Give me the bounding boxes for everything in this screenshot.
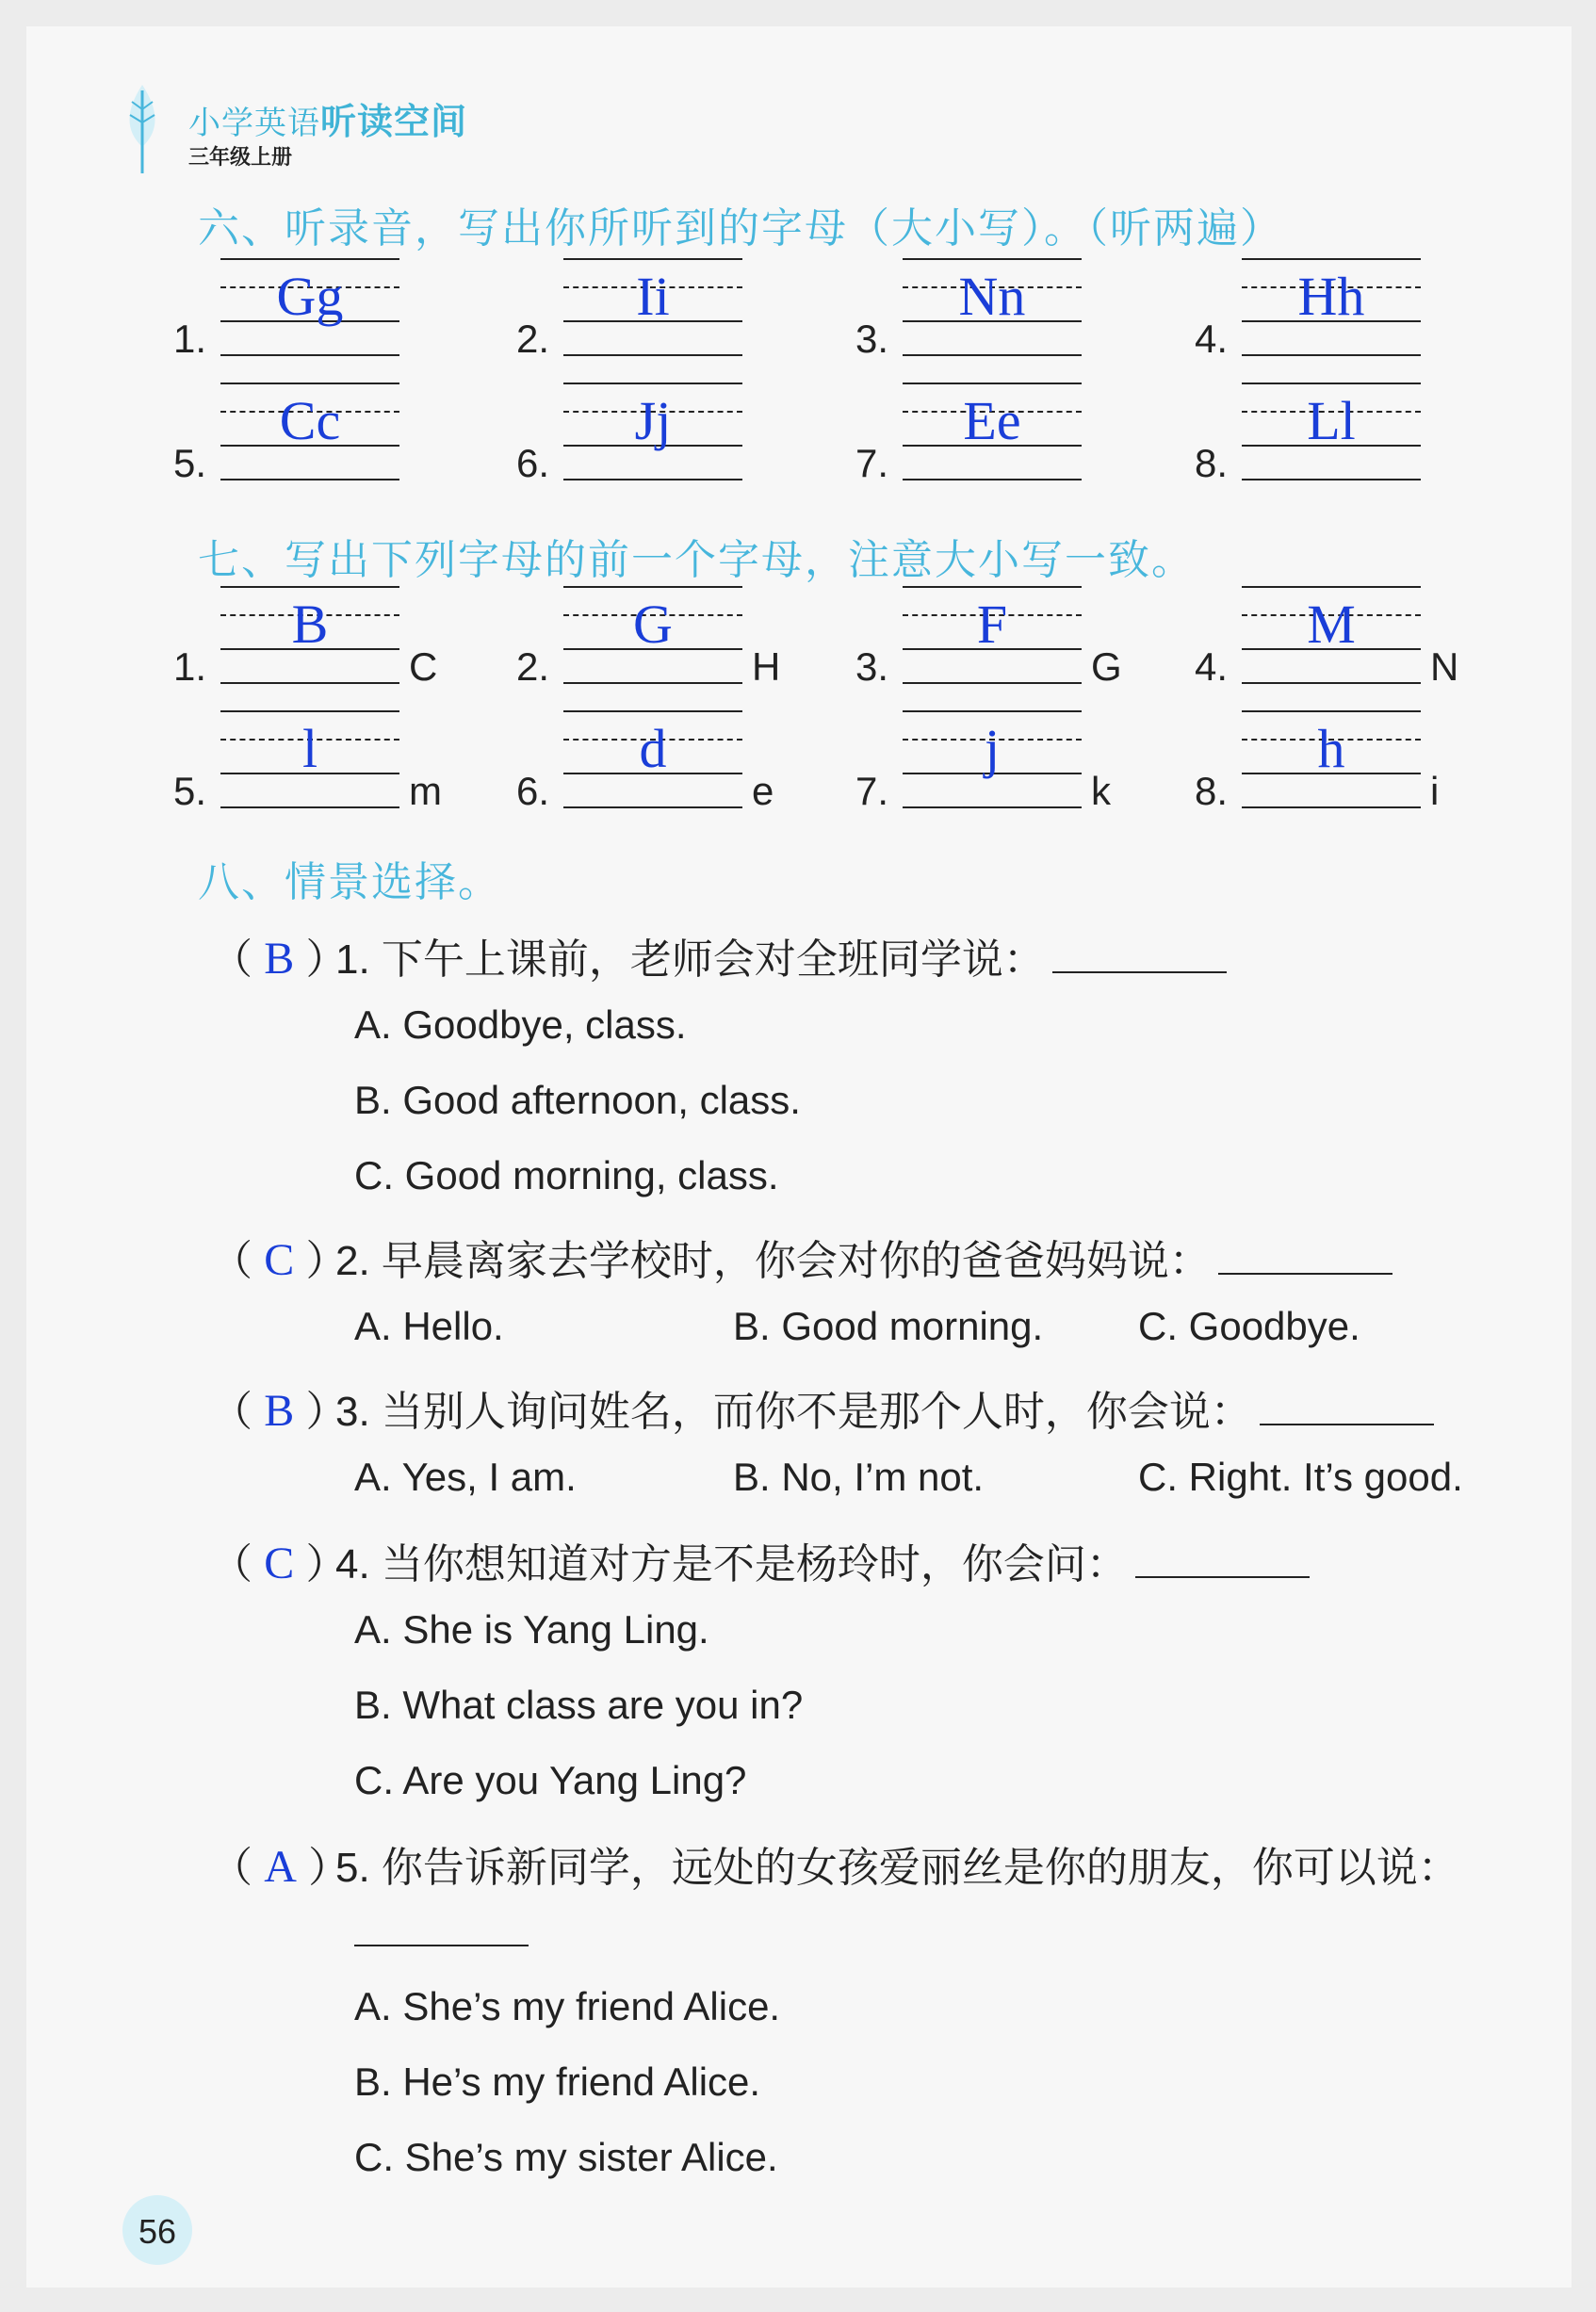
answer-choice: B: [264, 934, 295, 984]
s6-item-5: 5. Cc: [173, 373, 494, 514]
answer-blank: [1218, 1273, 1392, 1275]
s6-answer: Ii: [636, 266, 670, 327]
s6-answer: Gg: [276, 266, 344, 327]
s7-answer: l: [301, 718, 318, 779]
s7-item-4: 4. M N: [1195, 577, 1515, 718]
s7-given-letter: i: [1430, 769, 1440, 813]
s7-given-letter: N: [1430, 644, 1459, 689]
s7-given-letter: G: [1091, 644, 1122, 689]
s6-item-4: 4. Hh: [1195, 249, 1515, 390]
option-a: A. She’s my friend Alice.: [354, 1984, 781, 2028]
s7-answer: B: [291, 594, 329, 655]
option-c: C. She’s my sister Alice.: [354, 2135, 778, 2179]
s6-answer: Ll: [1307, 390, 1356, 451]
s6-answer: Cc: [279, 390, 341, 451]
s7-item-2: 2. G H: [516, 577, 837, 718]
answer-blank: [1260, 1424, 1434, 1425]
option-c: C. Good morning, class.: [354, 1153, 779, 1197]
s6-item-1: 1. Gg: [173, 249, 494, 390]
answer-blank: [1052, 971, 1227, 973]
option-b: B. No, I’m not.: [733, 1455, 985, 1499]
s6-item-7: 7. Ee: [855, 373, 1176, 514]
question-2: （ C ）2. 早晨离家去学校时，你会对你的爸爸妈妈说：: [211, 1227, 1392, 1287]
option-c: C. Goodbye.: [1138, 1304, 1360, 1348]
worksheet-page: [26, 26, 1572, 2288]
option-b: B. Good morning.: [733, 1304, 1044, 1348]
leaf-icon: [121, 81, 164, 175]
s7-answer: h: [1317, 718, 1345, 779]
s7-item-6: 6. d e: [516, 701, 837, 842]
answer-choice: A: [264, 1842, 297, 1892]
s7-given-letter: m: [409, 769, 442, 813]
s7-item-5: 5. l m: [173, 701, 494, 842]
s7-answer: j: [984, 718, 1001, 779]
s7-given-letter: e: [752, 769, 774, 813]
s6-item-6: 6. Jj: [516, 373, 837, 514]
answer-choice: B: [264, 1386, 295, 1436]
s7-answer: F: [976, 594, 1008, 655]
s6-item-8: 8. Ll: [1195, 373, 1515, 514]
option-c: C. Right. It’s good.: [1138, 1455, 1463, 1499]
s6-item-2: 2. Ii: [516, 249, 837, 390]
question-3: （ B ）3. 当别人询问姓名，而你不是那个人时，你会说：: [211, 1377, 1434, 1438]
section-7-title: 七、写出下列字母的前一个字母，注意大小写一致。: [198, 537, 1195, 583]
s7-given-letter: k: [1091, 769, 1111, 813]
option-c: C. Are you Yang Ling?: [354, 1758, 747, 1802]
s7-item-8: 8. h i: [1195, 701, 1515, 842]
s7-item-7: 7. j k: [855, 701, 1176, 842]
option-a: A. She is Yang Ling.: [354, 1607, 709, 1652]
question-4: （ C ）4. 当你想知道对方是不是杨玲时，你会问：: [211, 1530, 1310, 1590]
option-b: B. He’s my friend Alice.: [354, 2060, 761, 2104]
s7-item-3: 3. F G: [855, 577, 1176, 718]
s6-answer: Hh: [1297, 266, 1365, 327]
s7-answer: G: [633, 594, 673, 655]
book-title: 小学英语听读空间: [188, 103, 468, 142]
option-b: B. Good afternoon, class.: [354, 1078, 801, 1122]
s7-answer: M: [1307, 594, 1356, 655]
question-1: （ B ）1. 下午上课前，老师会对全班同学说：: [211, 925, 1227, 985]
page-number: 56: [122, 2195, 198, 2271]
s6-answer: Ee: [963, 390, 1021, 451]
question-5: （ A ）5. 你告诉新同学，远处的女孩爱丽丝是你的朋友，你可以说：: [211, 1842, 1459, 1892]
answer-choice: C: [264, 1235, 295, 1285]
answer-blank: [354, 1945, 529, 1946]
s6-item-3: 3. Nn: [855, 249, 1176, 390]
answer-blank: [1135, 1576, 1310, 1578]
section-8-title: 八、情景选择。: [198, 859, 501, 905]
s7-item-1: 1. B C: [173, 577, 494, 718]
answer-choice: C: [264, 1539, 295, 1588]
option-a: A. Hello.: [354, 1304, 504, 1348]
option-a: A. Yes, I am.: [354, 1455, 577, 1499]
s7-answer: d: [639, 718, 667, 779]
s7-given-letter: C: [409, 644, 438, 689]
s6-answer: Jj: [634, 390, 672, 451]
section-6-title: 六、听录音，写出你所听到的字母（大小写）。（听两遍）: [198, 205, 1283, 252]
grade-label: 三年级上册: [188, 145, 293, 169]
option-b: B. What class are you in?: [354, 1683, 804, 1727]
option-a: A. Goodbye, class.: [354, 1002, 687, 1047]
s6-answer: Nn: [958, 266, 1026, 327]
s7-given-letter: H: [752, 644, 781, 689]
